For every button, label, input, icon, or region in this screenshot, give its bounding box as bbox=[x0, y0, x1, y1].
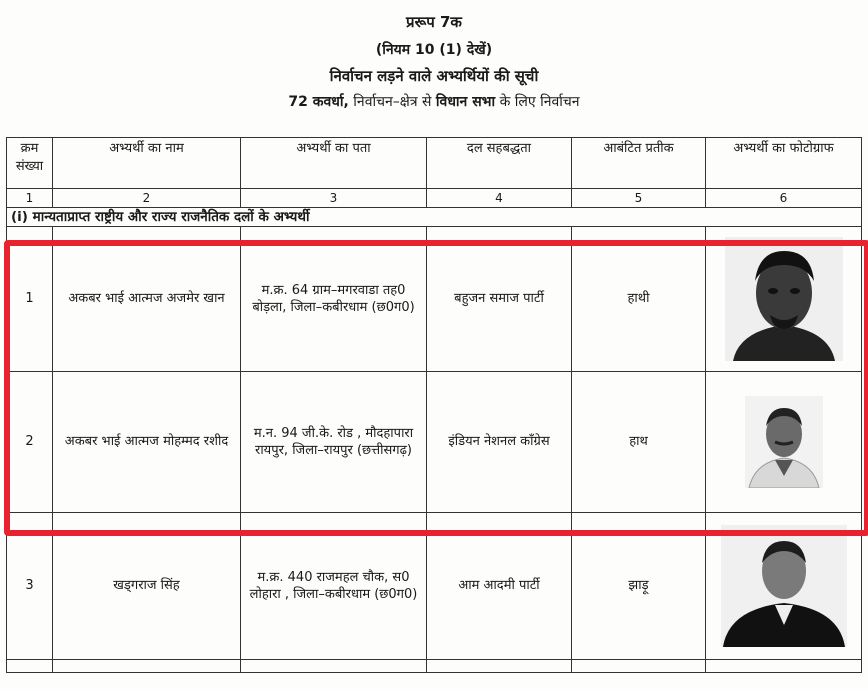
candidate-name: खड्गराज सिंह bbox=[53, 513, 241, 660]
assembly-label: विधान सभा bbox=[435, 94, 496, 110]
column-number-row bbox=[7, 189, 862, 208]
table-row bbox=[7, 513, 862, 660]
col-header-party: दल सहबद्धता bbox=[427, 138, 572, 189]
candidates-table bbox=[6, 137, 862, 673]
candidate-address: म.क्र. 440 राजमहल चौक, स0 लोहारा , जिला–कबीरधाम (छ0ग0) bbox=[241, 513, 427, 660]
candidate-party: बहुजन समाज पार्टी bbox=[427, 227, 572, 372]
col-header-sno: क्रम संख्या bbox=[7, 138, 53, 189]
col-header-symbol: आबंटित प्रतीक bbox=[572, 138, 706, 189]
candidate-sno: 3 bbox=[7, 513, 53, 660]
candidate-symbol: झाड़ू bbox=[572, 513, 706, 660]
table-row bbox=[7, 227, 862, 372]
col-header-name: अभ्यर्थी का नाम bbox=[53, 138, 241, 189]
candidate-address: म.क्र. 64 ग्राम–मगरवाडा तह0 बोड़ला, जिला–कबीरधाम (छ0ग0) bbox=[241, 227, 427, 372]
col-number: 1 bbox=[7, 189, 53, 208]
section-row bbox=[7, 208, 862, 227]
form-number: प्ररूप 7क bbox=[406, 13, 462, 31]
candidate-address: म.न. 94 जी.के. रोड , मौदहापारा रायपुर, जिला–रायपुर (छत्तीसगढ़) bbox=[241, 372, 427, 513]
candidate-photo-1 bbox=[725, 237, 843, 361]
col-number: 6 bbox=[706, 189, 862, 208]
candidate-party: आम आदमी पार्टी bbox=[427, 513, 572, 660]
candidate-symbol: हाथ bbox=[572, 372, 706, 513]
rule-reference: (नियम 10 (1) देखें) bbox=[375, 42, 493, 58]
table-row bbox=[7, 372, 862, 513]
subtitle-text-1: निर्वाचन–क्षेत्र से bbox=[348, 94, 436, 110]
candidate-party: इंडियन नेशनल कॉंग्रेस bbox=[427, 372, 572, 513]
section-heading: (i) मान्यताप्राप्त राष्ट्रीय और राज्य राजनैतिक दलों के अभ्यर्थी bbox=[7, 208, 862, 227]
candidate-photo-cell bbox=[706, 372, 862, 513]
candidate-name: अकबर भाई आत्मज अजमेर खान bbox=[53, 227, 241, 372]
candidate-name: अकबर भाई आत्मज मोहम्मद रशीद bbox=[53, 372, 241, 513]
col-number: 5 bbox=[572, 189, 706, 208]
subtitle-text-2: के लिए निर्वाचन bbox=[495, 94, 580, 110]
document-title: निर्वाचन लड़ने वाले अभ्यर्थियों की सूची bbox=[329, 67, 539, 85]
col-number: 2 bbox=[53, 189, 241, 208]
col-number: 4 bbox=[427, 189, 572, 208]
candidate-photo-2 bbox=[745, 396, 823, 488]
candidate-photo-3 bbox=[721, 525, 847, 647]
constituency-number: 72 कवर्धा, bbox=[288, 94, 349, 110]
col-header-address: अभ्यर्थी का पता bbox=[241, 138, 427, 189]
candidate-photo-cell bbox=[706, 227, 862, 372]
col-number: 3 bbox=[241, 189, 427, 208]
candidate-sno: 1 bbox=[7, 227, 53, 372]
table-header-row bbox=[7, 138, 862, 189]
candidate-photo-cell bbox=[706, 513, 862, 660]
table-row-partial bbox=[7, 660, 862, 673]
document-subtitle bbox=[0, 92, 868, 111]
col-header-photo: अभ्यर्थी का फोटोग्राफ bbox=[706, 138, 862, 189]
candidate-symbol: हाथी bbox=[572, 227, 706, 372]
candidate-sno: 2 bbox=[7, 372, 53, 513]
